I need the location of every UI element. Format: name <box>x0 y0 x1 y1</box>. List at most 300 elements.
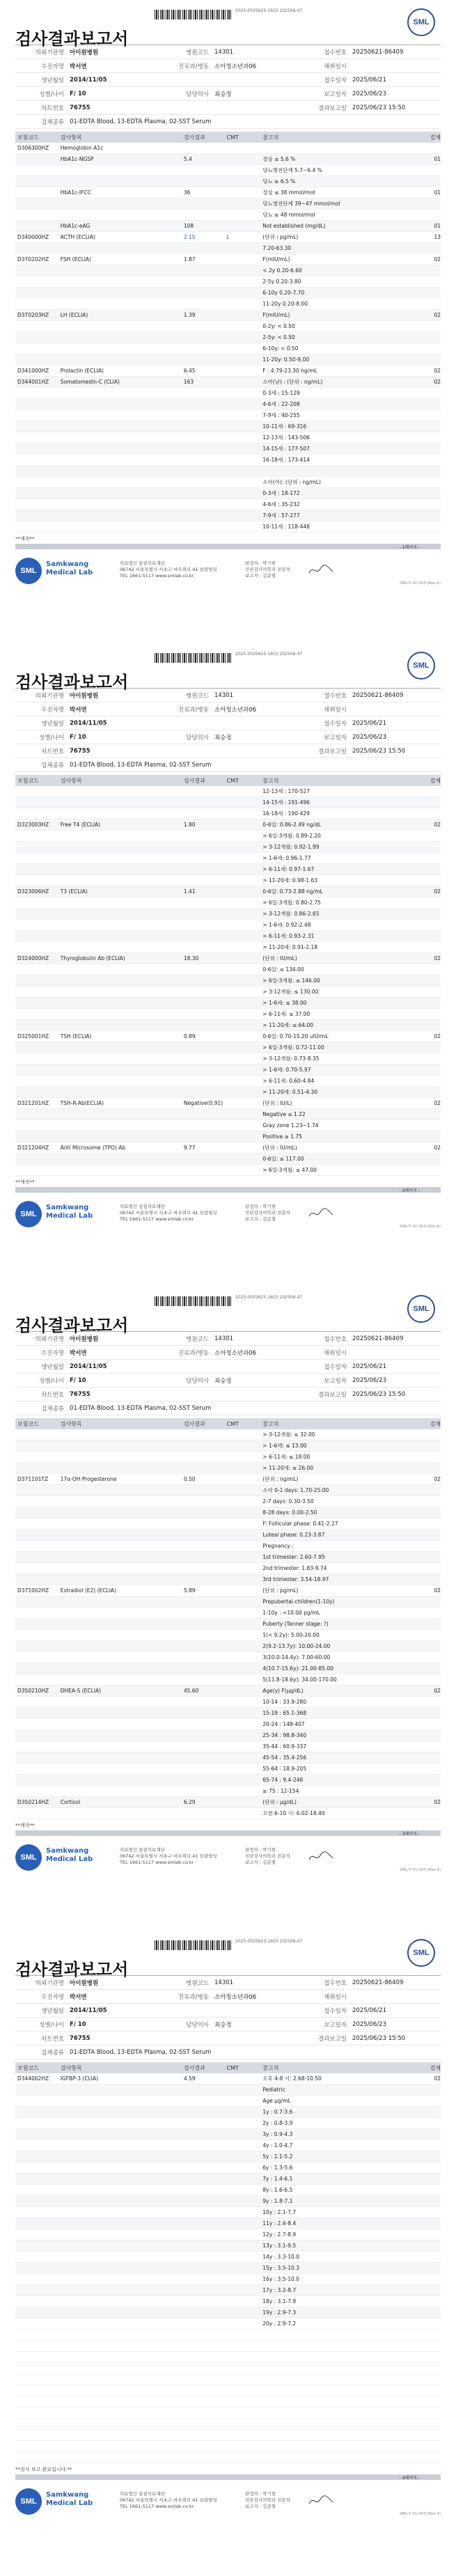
table-row <box>15 2285 441 2296</box>
cell-ref: 12-13세 : 143-506 <box>262 434 310 441</box>
cell-ref: (단위 : pg/mL) <box>262 234 299 240</box>
col-ref: 참고치 <box>262 134 279 141</box>
table-row <box>15 1496 441 1507</box>
table-row <box>15 2185 441 2196</box>
table-row <box>15 1641 441 1652</box>
table-row <box>15 953 441 964</box>
table-row <box>15 488 441 499</box>
cell-ref: 5y : 1.1-5.2 <box>262 2153 293 2160</box>
table-row <box>15 2240 441 2252</box>
signature-image <box>308 563 336 577</box>
results-table <box>15 1429 441 1819</box>
cell-ref: 2y : 0.8-3.9 <box>262 2120 293 2126</box>
hospital-name: 아이원병원 <box>70 49 99 56</box>
cell-code: D324000HZ <box>17 955 49 961</box>
table-row <box>15 1020 441 1031</box>
empty-row <box>15 2396 441 2408</box>
cell-ref: 16y : 3.5-10.0 <box>262 2276 299 2282</box>
barcode-text: 2025-0025625-1603 202506-47 <box>235 1939 303 1944</box>
table-row <box>15 1719 441 1730</box>
table-row <box>15 187 441 198</box>
table-row <box>15 1440 441 1452</box>
table-row <box>15 1674 441 1686</box>
cell-code: D350210HZ <box>17 1688 49 1694</box>
table-row <box>15 1165 441 1176</box>
table-row <box>15 443 441 455</box>
col-cmt: CMT <box>226 134 239 141</box>
cell-ref: 4-6세 : 22-208 <box>262 401 300 407</box>
table-row <box>15 864 441 875</box>
table-row <box>15 310 441 321</box>
cell-name: Thyroglobulin Ab (ECLIA) <box>60 955 125 961</box>
cell-ref: 정상 ≤ 5.6 % <box>262 156 296 162</box>
table-row <box>15 1098 441 1109</box>
cell-ref: 4-6세 : 35-232 <box>262 501 300 508</box>
page-footer <box>15 1840 441 1875</box>
empty-row <box>15 2419 441 2430</box>
page-number: - 4페이지 - <box>399 2476 420 2481</box>
cell-code: D323003HZ <box>17 822 49 828</box>
form-code: SML-F-01-003 (Rev.4) <box>400 581 441 586</box>
specimen-type: 01-EDTA Blood, 13-EDTA Plasma, 02-SST Serum <box>70 118 212 125</box>
table-row <box>15 1574 441 1585</box>
table-row <box>15 176 441 187</box>
cell-ref: (단위 : ng/mL) <box>262 1476 299 1482</box>
cell-ref: 당뇨 ≥ 6.5 % <box>262 178 296 184</box>
page-header <box>15 1287 441 1335</box>
cell-ref: Pediatric <box>262 2087 285 2093</box>
end-note: **검사 보고 완료입니다.** <box>15 2467 72 2472</box>
cell-ref: 13y : 3.1-9.5 <box>262 2243 297 2249</box>
cell-ref: > 11-20세: 0.51-4.30 <box>262 1089 318 1095</box>
table-row <box>15 1031 441 1042</box>
table-header: 보험코드 검사항목 검사결과 CMT 참고치 검체 <box>15 1418 441 1429</box>
table-row <box>15 276 441 288</box>
table-row <box>15 2218 441 2229</box>
label-recipient: 수진자명 <box>41 63 64 70</box>
table-row <box>15 1518 441 1530</box>
cell-name: HbA1c-IFCC <box>60 189 91 196</box>
cell-type: 02 <box>434 1799 441 1805</box>
table-row <box>15 1797 441 1808</box>
empty-row <box>15 2430 441 2441</box>
table-row <box>15 210 441 221</box>
cell-code: D344001HZ <box>17 379 49 385</box>
label-chart: 차트번호 <box>41 104 64 112</box>
cell-ref: 11y : 2.4-8.4 <box>262 2220 297 2226</box>
cell-ref: > 11-20세: ≤ 64.00 <box>262 1022 314 1028</box>
table-row <box>15 265 441 276</box>
table-row <box>15 388 441 399</box>
table-row <box>15 1608 441 1619</box>
cell-ref: 오후 4-8 시: 2.68-10.50 <box>262 2075 322 2082</box>
table-row <box>15 243 441 254</box>
cell-ref: 0-3세 : 18-172 <box>262 490 300 496</box>
signature-image <box>308 1850 336 1864</box>
cell-code: D321201HZ <box>17 1100 49 1106</box>
cell-ref: 10-11세 : 69-316 <box>262 423 307 430</box>
cell-ref: > 6일-3개월: 0.72-11.00 <box>262 1044 324 1051</box>
barcode-image <box>155 653 231 663</box>
cell-result: 6.29 <box>183 1799 196 1805</box>
cell-ref: 0-6일: ≤ 117.00 <box>262 1156 304 1162</box>
table-row <box>15 354 441 366</box>
cell-code: D344002HZ <box>17 2075 49 2082</box>
empty-row <box>15 2374 441 2385</box>
cell-ref: 7-9세 : 57-277 <box>262 512 300 519</box>
cell-ref: > 6-11세: 0.97-1.67 <box>262 866 315 872</box>
signature-image <box>308 2494 336 2508</box>
label-rec-date: 채취일시 <box>324 63 347 70</box>
sml-logo-icon: SML <box>407 1295 435 1323</box>
cell-ref: Not established (mg/dL) <box>262 223 326 229</box>
cell-ref: 14y : 3.3-10.0 <box>262 2254 299 2260</box>
cell-ref: 3rd trimester: 3.54-18.97 <box>262 1576 329 1582</box>
table-header: 보험코드 검사항목 검사결과 CMT 참고치 검체 <box>15 775 441 786</box>
report-title: 검사결과보고서 <box>15 29 129 49</box>
reg-number: 20250621-86409 <box>352 48 404 56</box>
table-row <box>15 1786 441 1797</box>
sml-logo-icon: SML <box>407 1939 435 1967</box>
table-row <box>15 920 441 931</box>
results-table <box>15 143 441 533</box>
table-row <box>15 1686 441 1697</box>
report-page-4 <box>0 1931 456 2519</box>
cell-ref: (단위 : IU/mL) <box>262 1145 297 1151</box>
recv-date: 2025/06/21 <box>352 76 386 84</box>
table-row <box>15 1697 441 1708</box>
cell-ref: 3y : 0.9-4.3 <box>262 2131 293 2137</box>
table-row <box>15 909 441 920</box>
cell-name: Estradiol (E2) (ECLIA) <box>60 1587 116 1594</box>
table-row <box>15 366 441 377</box>
cell-type: 02 <box>434 1033 441 1039</box>
cell-ref: > 11-20세: ≤ 26.00 <box>262 1465 314 1471</box>
barcode-text: 2025-0025625-1603 202506-47 <box>235 8 303 13</box>
table-row <box>15 2084 441 2096</box>
table-row <box>15 2162 441 2174</box>
cell-ref: 9y : 1.8-7.1 <box>262 2198 293 2204</box>
barcode-text: 2025-0025625-1603 202506-47 <box>235 652 303 657</box>
cell-name: T3 (ECLIA) <box>60 888 88 895</box>
page-header <box>15 0 441 49</box>
cell-type: 02 <box>434 822 441 828</box>
table-row <box>15 321 441 332</box>
table-row <box>15 1764 441 1775</box>
cell-name: Somatomedin-C (CLIA) <box>60 379 120 385</box>
cell-ref: Pregnancy : <box>262 1543 294 1549</box>
cell-result: 5.89 <box>183 1587 196 1594</box>
table-row <box>15 1142 441 1154</box>
cell-type: 01 <box>434 189 441 196</box>
cell-ref: 20y : 2.9-7.2 <box>262 2320 297 2327</box>
table-row <box>15 1065 441 1076</box>
table-row <box>15 154 441 165</box>
cell-ref: Gray zone 1.23~1.74 <box>262 1122 319 1129</box>
table-row <box>15 1009 441 1020</box>
cell-result: 1.41 <box>183 888 196 895</box>
empty-row <box>15 2441 441 2452</box>
cell-type: 13 <box>434 234 441 240</box>
cell-ref: > 6-11세: ≤ 18.00 <box>262 1454 310 1460</box>
barcode-text: 2025-0025625-1603 202506-47 <box>235 1295 303 1300</box>
cell-ref: > 1-6세: 0.70-5.97 <box>262 1067 311 1073</box>
cell-ref: > 11-20세: 0.91-2.18 <box>262 944 318 950</box>
cell-ref: Prepubertal children(1-10y) <box>262 1599 335 1605</box>
col-type: 검체 <box>430 134 441 141</box>
cell-code: D371101TZ <box>17 1476 49 1482</box>
col-name: 검사항목 <box>60 134 82 141</box>
table-row <box>15 165 441 176</box>
table-row <box>15 975 441 987</box>
table-row <box>15 897 441 909</box>
table-row <box>15 1585 441 1596</box>
table-row <box>15 808 441 819</box>
table-row <box>15 1808 441 1819</box>
cell-result: 0.89 <box>183 1033 196 1039</box>
table-row <box>15 466 441 477</box>
cell-name: IGFBP-3 (CLIA) <box>60 2075 99 2082</box>
cell-type: 02 <box>434 368 441 374</box>
barcode-image <box>155 10 231 19</box>
empty-row <box>15 2408 441 2419</box>
cell-result: 0.50 <box>183 1476 196 1482</box>
cell-result: 4.59 <box>183 2075 196 2082</box>
signatures: 판정의 : 박기현 진단검사의학과 전문의 보고자 : 김준철 <box>245 1847 290 1865</box>
cell-name: TSH-R-Ab(ECLIA) <box>60 1100 104 1106</box>
lab-name: Samkwang Medical Lab <box>46 1204 93 1220</box>
cell-ref: 6y : 1.3-5.6 <box>262 2165 293 2171</box>
cell-ref: > 6-11세: ≤ 37.00 <box>262 1011 310 1017</box>
report-page-1 <box>0 0 456 588</box>
cell-ref: 55-64 : 18.9-205 <box>262 1766 307 1772</box>
table-row <box>15 964 441 975</box>
table-row <box>15 942 441 953</box>
table-row <box>15 842 441 853</box>
cell-code: D350214HZ <box>17 1799 49 1805</box>
table-row <box>15 2151 441 2162</box>
label-result: 결과보고일 <box>317 104 347 112</box>
cell-code: D341000HZ <box>17 368 49 374</box>
sex-age: F/ 10 <box>70 90 86 97</box>
table-row <box>15 332 441 343</box>
lab-name: Samkwang Medical Lab <box>46 560 93 576</box>
label-dob: 생년월일 <box>41 77 64 84</box>
cell-ref: 1-10y : <10.00 pg/mL <box>262 1610 320 1616</box>
lab-address: 의료법인 삼광의료재단 06742 서울특별시 서초구 바우뫼로 41 삼광빌딩 TEL 1661-5117 www.smlab.co.kr <box>120 2491 217 2509</box>
table-row <box>15 421 441 432</box>
cell-ref: Negative ≤ 1.22 <box>262 1111 306 1117</box>
table-row <box>15 1619 441 1630</box>
table-row <box>15 1708 441 1719</box>
doctor: 최승정 <box>214 91 232 98</box>
cell-ref: 2nd trimester: 1.83-9.74 <box>262 1565 327 1571</box>
table-row <box>15 2263 441 2274</box>
cell-ref: (단위 : μg/dL) <box>262 1799 297 1805</box>
cell-ref: > 3-12개월: 0.86-2.65 <box>262 911 320 917</box>
cell-name: DHEA-S (ECLIA) <box>60 1688 102 1694</box>
table-row <box>15 1485 441 1496</box>
sml-logo-icon: SML <box>407 652 435 680</box>
cell-ref: Age(y) F(μg/dL) <box>262 1688 304 1694</box>
empty-row <box>15 2363 441 2374</box>
cell-ref: > 3-12개월: 0.92-1.99 <box>262 844 320 850</box>
report-page-3 <box>0 1287 456 1875</box>
cell-ref: 2-5y: < 0.50 <box>262 334 295 340</box>
cell-ref: Puberty (Tanner stage: ?) <box>262 1621 329 1627</box>
cell-ref: 15-19 : 65.1-368 <box>262 1710 307 1716</box>
page-bar <box>15 1187 441 1193</box>
cell-ref: ≥ 75 : 12-154 <box>262 1788 299 1794</box>
form-code: SML-F-01-003 (Rev.4) <box>400 2512 441 2516</box>
cell-result: 1.80 <box>183 822 196 828</box>
cell-ref: Positive ≥ 1.75 <box>262 1133 302 1140</box>
cell-name: HbA1c-NGSP <box>60 156 94 162</box>
table-row <box>15 1530 441 1541</box>
cell-result: 1.87 <box>183 256 196 262</box>
cell-name: LH (ECLIA) <box>60 312 88 318</box>
table-row <box>15 1563 441 1574</box>
cell-result: 108 <box>183 223 194 229</box>
table-row <box>15 143 441 154</box>
signatures: 판정의 : 박기현 진단검사의학과 전문의 보고자 : 김준철 <box>245 2491 290 2509</box>
cell-ref: > 6-11세: 0.60-4.84 <box>262 1078 315 1084</box>
cell-ref: > 6일-3개월: ≤ 146.00 <box>262 977 320 984</box>
label-specimen: 검체종류 <box>41 118 64 126</box>
cell-ref: > 6-11세: 0.93-2.31 <box>262 933 315 939</box>
cell-ref: 당뇨 ≥ 48 mmol/mol <box>262 212 315 218</box>
cell-type: 02 <box>434 2075 441 2082</box>
col-result: 검사결과 <box>183 134 205 141</box>
cell-ref: 10-14 : 33.9-280 <box>262 1699 307 1705</box>
cell-ref: 15y : 3.5-10.3 <box>262 2265 299 2271</box>
table-row <box>15 254 441 265</box>
cell-ref: > 6일-3개월: ≤ 47.00 <box>262 1167 317 1173</box>
cell-ref: > 1-6세: 0.96-1.77 <box>262 855 311 861</box>
cell-ref: > 3-12개월: ≤ 32.00 <box>262 1431 315 1438</box>
table-row <box>15 786 441 797</box>
hospital-code: 14301 <box>214 48 234 56</box>
barcode-image <box>155 1940 231 1950</box>
table-row <box>15 1131 441 1142</box>
label-hospital: 의뢰기관명 <box>35 49 64 56</box>
table-row <box>15 2107 441 2118</box>
cell-result: 9.77 <box>183 1145 196 1151</box>
cell-ref: 3(10.0-14.4y): 7.00-60.00 <box>262 1654 331 1660</box>
cell-ref: 7.20-63.30 <box>262 245 292 251</box>
cell-ref: 0-6일: 0.73-2.88 ng/mL <box>262 888 323 895</box>
label-code: 병원코드 <box>186 49 209 56</box>
cell-result: 163 <box>183 379 194 385</box>
cell-result: 36 <box>183 189 191 196</box>
label-sex-age: 성별/나이 <box>39 91 64 98</box>
table-row <box>15 432 441 443</box>
empty-row <box>15 2385 441 2396</box>
report-title: 검사결과보고서 <box>15 1960 129 1979</box>
empty-row <box>15 2452 441 2463</box>
table-row <box>15 2129 441 2140</box>
signatures: 판정의 : 박기현 진단검사의학과 전문의 보고자 : 김준철 <box>245 560 290 579</box>
cell-ref: 1st trimester: 2.60-7.95 <box>262 1554 325 1560</box>
cell-type: 02 <box>434 955 441 961</box>
cell-name: Free T4 (ECLIA) <box>60 822 101 828</box>
table-row <box>15 819 441 831</box>
cell-type: 02 <box>434 1688 441 1694</box>
cell-ref: (단위 : IU/L) <box>262 1100 292 1106</box>
table-row <box>15 299 441 310</box>
cell-ref: 2(9.2-13.7y): 10.00-24.00 <box>262 1643 331 1649</box>
cell-type: 01 <box>434 156 441 162</box>
table-row <box>15 1596 441 1608</box>
cell-ref: 17y : 3.2-8.7 <box>262 2287 297 2293</box>
col-code: 보험코드 <box>17 134 39 141</box>
cell-code: D340000HZ <box>17 234 49 240</box>
result-date: 2025/06/23 15:50 <box>352 104 406 111</box>
form-code: SML-F-01-003 (Rev.4) <box>400 1868 441 1872</box>
label-dept: 진료과/병동 <box>178 63 209 70</box>
table-row <box>15 886 441 897</box>
cell-ref: (단위 : pg/mL) <box>262 1587 299 1594</box>
lab-address: 의료법인 삼광의료재단 06742 서울특별시 서초구 바우뫼로 41 삼광빌딩 TEL 1661-5117 www.smlab.co.kr <box>120 560 217 579</box>
report-title: 검사결과보고서 <box>15 673 129 692</box>
cell-code: D325001HZ <box>17 1033 49 1039</box>
table-row <box>15 875 441 886</box>
cell-ref: 18y : 3.1-7.9 <box>262 2298 297 2304</box>
cell-ref: 11-20y 0.20-8.00 <box>262 301 308 307</box>
lab-address: 의료법인 삼광의료재단 06742 서울특별시 서초구 바우뫼로 41 삼광빌딩 TEL 1661-5117 www.smlab.co.kr <box>120 1847 217 1865</box>
table-row <box>15 1474 441 1485</box>
cell-ref: 7-9세 : 40-255 <box>262 412 300 418</box>
cell-ref: 20-24 : 148-407 <box>262 1721 305 1727</box>
report-page-2 <box>0 643 456 1232</box>
table-row <box>15 221 441 232</box>
cell-type: 02 <box>434 312 441 318</box>
cell-ref: (단위 : IU/mL) <box>262 955 297 961</box>
cell-name: Anti Microsome (TPO) Ab <box>60 1145 126 1151</box>
cell-ref: 25-34 : 98.8-340 <box>262 1732 307 1738</box>
cell-ref: > 1-6세: ≤ 38.00 <box>262 1000 307 1006</box>
table-row <box>15 1452 441 1463</box>
cell-ref: 0-6일: 0.86-2.49 ng/dL <box>262 822 322 828</box>
cell-ref: 14-15세 : 191-496 <box>262 799 310 806</box>
chart-number: 76755 <box>70 104 91 111</box>
cell-ref: 정상 ≤ 38 mmol/mol <box>262 189 315 196</box>
signature-image <box>308 1207 336 1220</box>
cell-type: 02 <box>434 379 441 385</box>
cell-type: 02 <box>434 1476 441 1482</box>
empty-row <box>15 2352 441 2363</box>
cell-code: D370202HZ <box>17 256 49 262</box>
cell-ref: F(mIU/mL) <box>262 256 290 262</box>
table-header <box>15 132 441 143</box>
cell-ref: 4(10.7-15.6y): 21.00-85.00 <box>262 1665 334 1672</box>
dob: 2014/11/05 <box>70 76 107 84</box>
table-row <box>15 343 441 354</box>
cell-name: Prolactin (ECLIA) <box>60 368 104 374</box>
table-row <box>15 1109 441 1120</box>
label-reg: 접수번호 <box>324 49 347 56</box>
table-row <box>15 2296 441 2307</box>
label-recv: 접수일자 <box>324 77 347 84</box>
table-row <box>15 232 441 243</box>
table-row <box>15 1775 441 1786</box>
cell-result: 18.30 <box>183 955 199 961</box>
cell-name: 17α-OH Progesterone <box>60 1476 117 1482</box>
table-row <box>15 1154 441 1165</box>
cell-ref: 12y : 2.7-8.9 <box>262 2231 297 2238</box>
table-row <box>15 399 441 410</box>
label-doctor: 담당의사 <box>186 91 209 98</box>
